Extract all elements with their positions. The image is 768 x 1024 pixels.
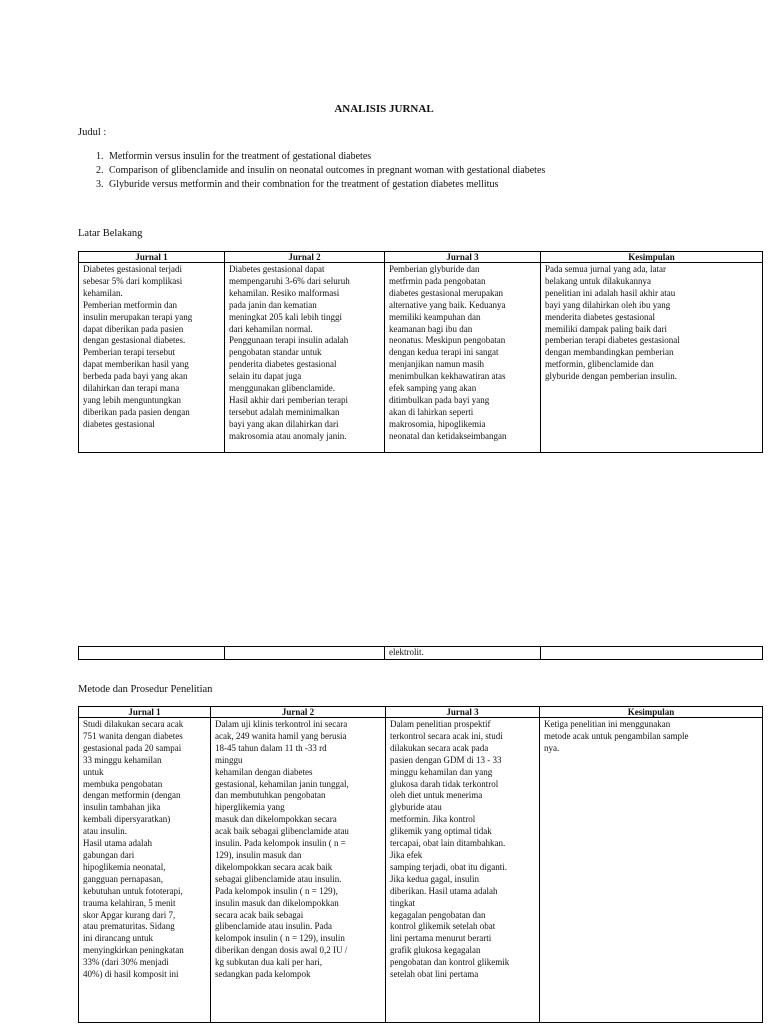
- cell-text-line: dan membutuhkan pengobatan: [215, 790, 326, 801]
- cell-text-line: 33% (dari 30% menjadi: [83, 957, 169, 968]
- header-jurnal-1: Jurnal 1: [79, 252, 225, 263]
- cell-text-line: gabungan dari: [83, 849, 135, 860]
- cell-text-line: diberikan pada pasien dengan: [83, 406, 190, 417]
- cell-text-line: glikemik yang optimal tidak: [390, 826, 492, 837]
- cell-text-line: Ketiga penelitian ini menggunakan: [544, 719, 671, 729]
- metode-cell-jurnal-1: [79, 718, 211, 1023]
- header-jurnal-1: Jurnal 1: [79, 707, 211, 718]
- cell-text-line: pasien dengan GDM di 13 - 33: [390, 754, 502, 765]
- cell-text-line: dikelompokkan secara acak baik: [215, 861, 333, 872]
- cell-text-line: menjanjikan namun masih: [389, 359, 484, 370]
- judul-item: 1. Metformin versus insulin for the treatment of gestational diabetes: [96, 151, 372, 162]
- cell-text-line: sebesar 5% dari komplikasi: [83, 275, 183, 286]
- cell-text-line: membuka pengobatan: [83, 778, 163, 789]
- continuation-cell-3: elektrolit.: [385, 647, 541, 660]
- cell-text-line: berbeda pada bayi yang akan: [83, 371, 188, 382]
- header-kesimpulan: Kesimpulan: [541, 252, 763, 263]
- latar-belakang-label: Latar Belakang: [78, 228, 143, 239]
- cell-text-line: dapat memberikan hasil yang: [83, 359, 189, 370]
- cell-text-line: gangguan pernapasan,: [83, 873, 163, 884]
- cell-text-line: dilakukan secara acak pada: [390, 742, 489, 753]
- cell-text-line: atau prematuritas. Sidang: [83, 921, 175, 932]
- cell-text-line: metode acak untuk pengambilan sample: [544, 730, 689, 741]
- metode-label: Metode dan Prosedur Penelitian: [78, 684, 213, 695]
- cell-text-line: minggu: [215, 754, 243, 765]
- cell-text-line: setelah obat lini pertama: [390, 969, 479, 980]
- cell-text-line: menggunakan glibenclamide.: [229, 383, 335, 394]
- cell-text-line: terkontrol secara acak ini, studi: [390, 730, 503, 741]
- cell-text-line: Jika kedua gagal, insulin: [390, 873, 479, 884]
- cell-text-line: penelitian ini adalah hasil akhir atau: [545, 287, 676, 298]
- cell-text-line: dilahirkan dan terapi mana: [83, 383, 180, 394]
- cell-text-line: Dalam penelitian prospektif: [390, 719, 491, 729]
- cell-text-line: kebutuhan untuk fototerapi,: [83, 885, 183, 896]
- cell-text-line: Pemberian metformin dan: [83, 299, 177, 310]
- header-jurnal-2: Jurnal 2: [225, 252, 385, 263]
- cell-text-line: trauma kelahiran, 5 menit: [83, 897, 176, 908]
- cell-text-line: glibenclamide atau insulin. Pada: [215, 921, 332, 932]
- cell-text-line: untuk: [83, 766, 104, 777]
- cell-text-line: masuk dan dikelompokkan secara: [215, 814, 337, 825]
- cell-text-line: glyburide dengan pemberian insulin.: [545, 371, 677, 382]
- cell-text-line: dengan kedua terapi ini sangat: [389, 347, 499, 358]
- cell-text-line: belakang untuk dilakukannya: [545, 275, 651, 286]
- cell-text-line: pemberian terapi diabetes gestasional: [545, 335, 680, 346]
- cell-text-line: keamanan bagi ibu dan: [389, 323, 473, 334]
- cell-text-line: glyburide atau: [390, 802, 442, 813]
- header-jurnal-3: Jurnal 3: [385, 252, 541, 263]
- cell-text-line: selain itu dapat juga: [229, 371, 302, 382]
- cell-text-line: Diabetes gestasional terjadi: [83, 264, 182, 274]
- judul-label: Judul :: [78, 127, 107, 138]
- latar-cell-kesimpulan: [541, 263, 763, 453]
- judul-item: 3. Glyburide versus metformin and their combnation for the treatment of gestation diabetes mellitus: [96, 179, 499, 190]
- cell-text-line: kehamilan. Resiko malformasi: [229, 287, 340, 298]
- cell-text-line: kontrol glikemik setelah obat: [390, 921, 496, 932]
- continuation-cell-4: [541, 647, 763, 660]
- cell-text-line: kg subkutan dua kali per hari,: [215, 957, 322, 968]
- metode-cell-jurnal-3: [386, 718, 540, 1023]
- cell-text-line: Dalam uji klinis terkontrol ini secara: [215, 719, 348, 729]
- cell-text-line: glukosa darah tidak terkontrol: [390, 778, 499, 789]
- cell-text-line: oleh diet untuk menerima: [390, 790, 483, 801]
- cell-text-line: diabetes gestasional merupakan: [389, 287, 503, 298]
- table-row: [79, 718, 763, 1023]
- cell-text-line: kelompok insulin ( n = 129), insulin: [215, 933, 345, 944]
- metode-cell-kesimpulan: [540, 718, 763, 1023]
- cell-text-line: 18-45 tahun dalam 11 th -33 rd: [215, 742, 327, 753]
- continuation-table: [78, 646, 763, 660]
- cell-text-line: menimbulkan kekhawatiran atas: [389, 371, 506, 382]
- table-row: [79, 263, 763, 453]
- cell-text-line: dengan gestasional diabetes.: [83, 335, 186, 346]
- header-jurnal-3: Jurnal 3: [386, 707, 540, 718]
- cell-text-line: kembali dipersyaratkan): [83, 814, 171, 825]
- cell-text-line: insulin masuk dan dikelompokkan: [215, 897, 339, 908]
- cell-text-line: samping terjadi, obat itu diganti.: [390, 861, 507, 872]
- table-row: [79, 647, 763, 660]
- latar-belakang-table: [78, 251, 763, 453]
- cell-text-line: kegagalan pengobatan dan: [390, 909, 486, 920]
- table-header-row: [79, 252, 763, 263]
- cell-text-line: sebagai glibenclamide atau insulin.: [215, 873, 342, 884]
- header-kesimpulan: Kesimpulan: [540, 707, 763, 718]
- cell-text-line: tercapai, obat lain ditambahkan.: [390, 838, 506, 849]
- continuation-cell-1: [79, 647, 225, 660]
- cell-text-line: neonatal dan ketidakseimbangan: [389, 430, 507, 441]
- cell-text-line: akan di lahirkan seperti: [389, 406, 474, 417]
- cell-text-line: insulin tambahan jika: [83, 802, 161, 813]
- cell-text-line: yang lebih menguntungkan: [83, 394, 181, 405]
- cell-text-line: tingkat: [390, 897, 415, 908]
- cell-text-line: acak baik sebagai glibenclamide atau: [215, 826, 349, 837]
- latar-cell-jurnal-2: [225, 263, 385, 453]
- cell-text-line: pengobatan standar untuk: [229, 347, 322, 358]
- cell-text-line: dengan membandingkan pemberian: [545, 347, 674, 358]
- cell-text-line: kehamilan.: [83, 287, 123, 298]
- cell-text-line: neonatus. Meskipun pengobatan: [389, 335, 506, 346]
- cell-text-line: dengan metformin (dengan: [83, 790, 181, 801]
- cell-text-line: hiperglikemia yang: [215, 802, 285, 813]
- cell-text-line: dapat diberikan pada pasien: [83, 323, 184, 334]
- cell-text-line: 33 minggu kehamilan: [83, 754, 162, 765]
- cell-text-line: metformin. Jika kontrol: [390, 814, 476, 825]
- cell-text-line: Hasil utama adalah: [83, 838, 152, 849]
- cell-text-line: bayi yang akan dilahirkan dari: [229, 418, 339, 429]
- cell-text-line: tersebut adalah meminimalkan: [229, 406, 340, 417]
- cell-text-line: pengobatan dan kontrol glikemik: [390, 957, 510, 968]
- cell-text-line: Pada semua jurnal yang ada, latar: [545, 264, 666, 274]
- cell-text-line: dari kehamilan normal.: [229, 323, 313, 334]
- cell-text-line: makrosomia, hipoglikemia: [389, 418, 486, 429]
- cell-text-line: menyingkirkan peningkatan: [83, 945, 184, 956]
- continuation-cell-2: [225, 647, 385, 660]
- cell-text-line: gestasional pada 20 sampai: [83, 742, 182, 753]
- cell-text-line: diberikan dengan dosis awal 0,2 IU /: [215, 945, 348, 956]
- cell-text-line: diberikan. Hasil utama adalah: [390, 885, 498, 896]
- judul-list: [78, 150, 545, 192]
- cell-text-line: insulin merupakan terapi yang: [83, 311, 193, 322]
- metode-table: [78, 706, 763, 1023]
- cell-text-line: lini pertama menurut berarti: [390, 933, 492, 944]
- cell-text-line: gestasional, kehamilan janin tunggal,: [215, 778, 349, 789]
- cell-text-line: 40%) di hasil komposit ini: [83, 969, 179, 980]
- cell-text-line: Jika efek: [390, 849, 423, 860]
- cell-text-line: meningkat 205 kali lebih tinggi: [229, 311, 342, 322]
- header-jurnal-2: Jurnal 2: [211, 707, 386, 718]
- cell-text-line: memiliki keampuhan dan: [389, 311, 481, 322]
- table-header-row: [79, 707, 763, 718]
- cell-text-line: 751 wanita dengan diabetes: [83, 730, 183, 741]
- cell-text-line: metformin, glibenclamide dan: [545, 359, 654, 370]
- latar-cell-jurnal-1: [79, 263, 225, 453]
- cell-text-line: acak, 249 wanita hamil yang berusia: [215, 730, 347, 741]
- cell-text-line: Penggunaan terapi insulin adalah: [229, 335, 349, 346]
- page-title: ANALISIS JURNAL: [334, 103, 434, 115]
- cell-text-line: memiliki dampak paling baik dari: [545, 323, 667, 334]
- cell-text-line: alternative yang baik. Keduanya: [389, 299, 506, 310]
- cell-text-line: Pada kelompok insulin ( n = 129),: [215, 885, 338, 896]
- cell-text-line: sedangkan pada kelompok: [215, 969, 311, 980]
- cell-text-line: secara acak baik sebagai: [215, 909, 304, 920]
- cell-text-line: skor Apgar kurang dari 7,: [83, 909, 176, 920]
- cell-text-line: ditimbulkan pada bayi yang: [389, 394, 490, 405]
- judul-item: 2. Comparison of glibenclamide and insulin on neonatal outcomes in pregnant woman with gestational diabetes: [96, 165, 546, 176]
- latar-cell-jurnal-3: [385, 263, 541, 453]
- cell-text-line: Studi dilakukan secara acak: [83, 719, 184, 729]
- cell-text-line: grafik glukosa kegagalan: [390, 945, 481, 956]
- cell-text-line: efek samping yang akan: [389, 383, 477, 394]
- cell-text-line: makrosomia atau anomaly janin.: [229, 430, 347, 441]
- cell-text-line: minggu kehamilan dan yang: [390, 766, 493, 777]
- cell-text-line: bayi yang dilahirkan oleh ibu yang: [545, 299, 671, 310]
- cell-text-line: penderita diabetes gestasional: [229, 359, 337, 370]
- cell-text-line: Pemberian terapi tersebut: [83, 347, 175, 358]
- cell-text-line: 129), insulin masuk dan: [215, 849, 302, 860]
- cell-text-line: insulin. Pada kelompok insulin ( n =: [215, 838, 346, 849]
- cell-text-line: atau insulin.: [83, 826, 127, 837]
- cell-text-line: diabetes gestasional: [83, 418, 155, 429]
- cell-text-line: ini dirancang untuk: [83, 933, 153, 944]
- cell-text-line: Hasil akhir dari pemberian terapi: [229, 394, 348, 405]
- metode-cell-jurnal-2: [211, 718, 386, 1023]
- cell-text-line: nya.: [544, 742, 560, 753]
- cell-text-line: Pemberian glyburide dan: [389, 264, 480, 274]
- cell-text-line: hipoglikemia neonatal,: [83, 861, 166, 872]
- cell-text-line: metfrmin pada pengobatan: [389, 275, 486, 286]
- cell-text-line: kehamilan dengan diabetes: [215, 766, 313, 777]
- cell-text-line: menderita diabetes gestasional: [545, 311, 655, 322]
- cell-text-line: mempengaruhi 3-6% dari seluruh: [229, 275, 350, 286]
- cell-text-line: pada janin dan kematian: [229, 299, 317, 310]
- cell-text-line: Diabetes gestasional dapat: [229, 264, 325, 274]
